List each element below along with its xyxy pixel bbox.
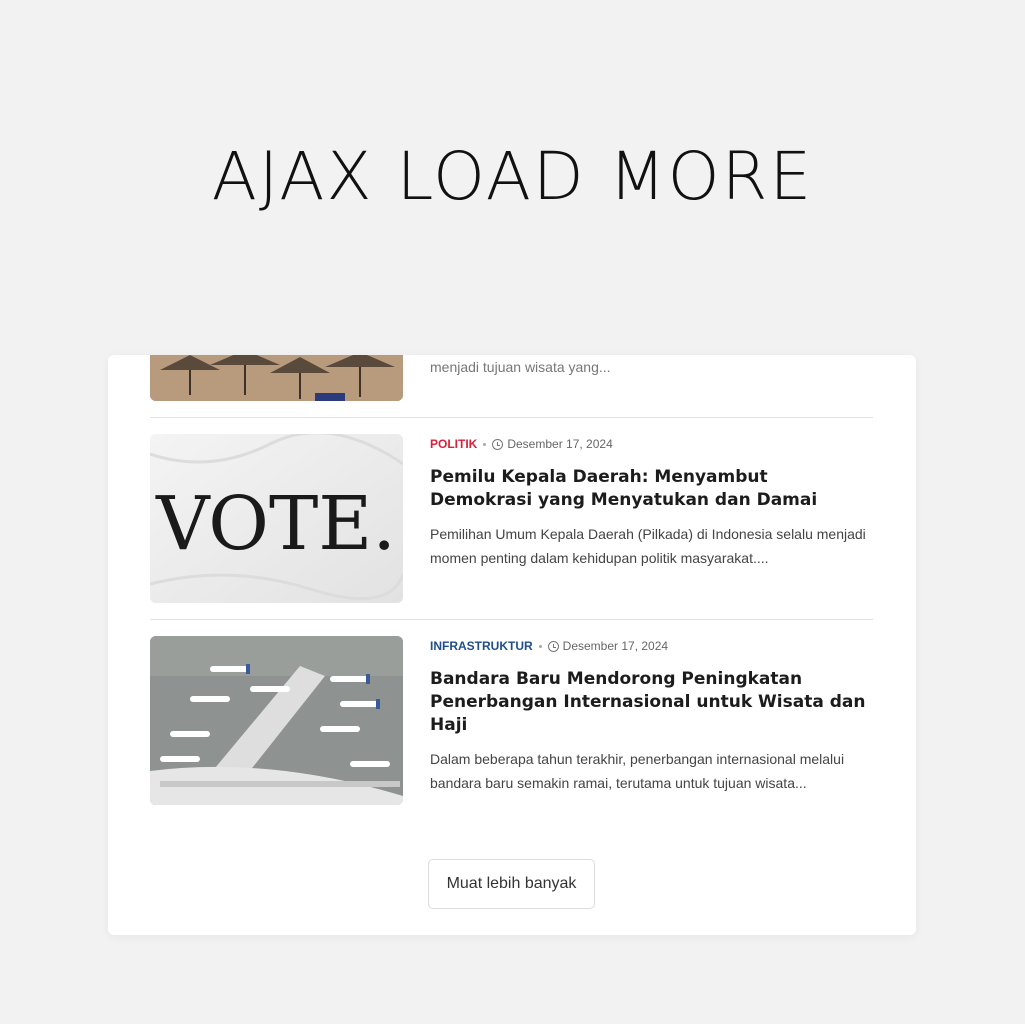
post-date: Desember 17, 2024 (562, 639, 669, 653)
post-item[interactable] (150, 434, 873, 603)
divider (150, 619, 873, 620)
clock-icon (492, 439, 503, 450)
load-more-button[interactable]: Muat lebih banyak (428, 859, 595, 909)
post-item[interactable] (150, 355, 873, 401)
post-thumbnail-airport[interactable] (150, 636, 403, 805)
post-title-link[interactable]: Pemilu Kepala Daerah: Menyambut Demokrasi yang Menyatukan dan Damai (430, 467, 818, 510)
vote-image-text: VOTE. (156, 481, 396, 567)
divider (150, 417, 873, 418)
page-title: AJAX LOAD MORE (211, 138, 814, 215)
meta-separator (539, 645, 542, 648)
post-date: Desember 17, 2024 (507, 437, 613, 451)
post-excerpt: Pemilihan Umum Kepala Daerah (Pilkada) di Indonesia selalu menjadi momen penting dalam kehidupan politik masyarakat.... (430, 526, 866, 566)
post-meta (430, 638, 873, 654)
category-link[interactable]: INFRASTRUKTUR (430, 639, 533, 653)
post-thumbnail-beach[interactable] (150, 355, 403, 401)
post-thumbnail-vote[interactable] (150, 434, 403, 603)
clock-icon (548, 641, 559, 652)
posts-card (108, 355, 916, 935)
category-link[interactable]: POLITIK (430, 437, 478, 451)
post-title-link[interactable]: Bandara Baru Mendorong Peningkatan Penerbangan Internasional untuk Wisata dan Haji (430, 669, 866, 735)
meta-separator (483, 443, 486, 446)
post-excerpt: menjadi tujuan wisata yang... (430, 359, 611, 375)
post-meta (430, 436, 873, 452)
post-item[interactable] (150, 636, 873, 805)
post-excerpt: Dalam beberapa tahun terakhir, penerbangan internasional melalui bandara baru semakin ramai, terutama untuk tujuan wisata... (430, 751, 845, 791)
